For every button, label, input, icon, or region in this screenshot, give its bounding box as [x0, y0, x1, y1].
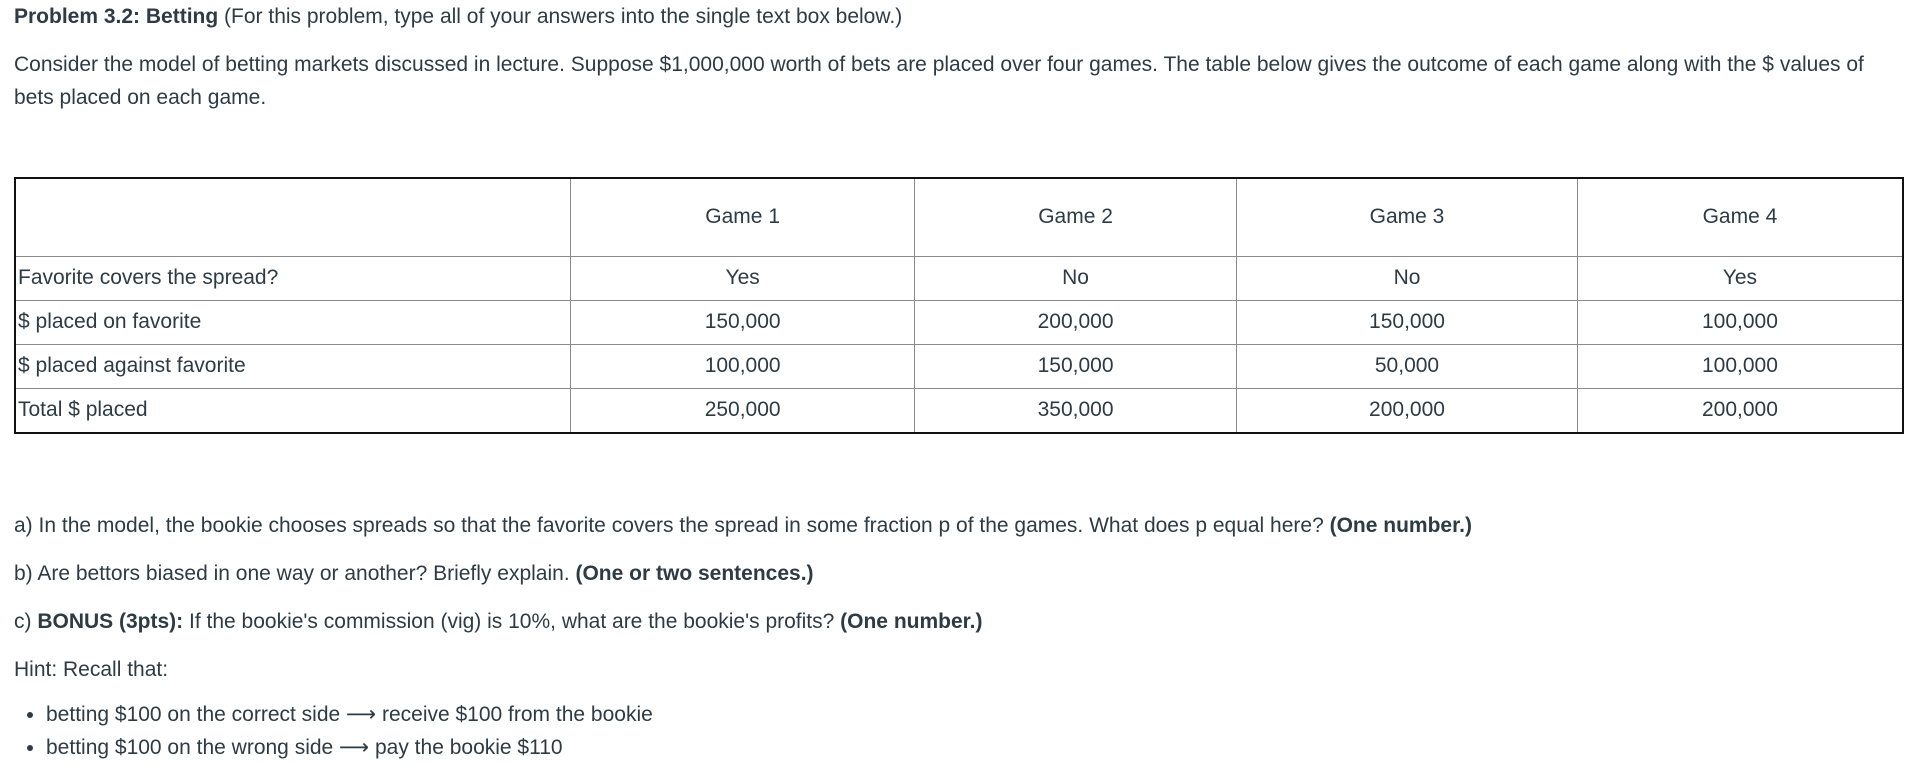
question-b-format: (One or two sentences.): [575, 562, 814, 585]
problem-title-instructions: (For this problem, type all of your answers into the single text box below.): [218, 5, 903, 28]
question-c-bonus: BONUS (3pts):: [37, 610, 184, 633]
table-cell: 350,000: [915, 389, 1237, 434]
table-cell: 150,000: [571, 301, 915, 345]
table-cell: 250,000: [571, 389, 915, 434]
hint-item: • betting $100 on the wrong side ⟶ pay the bookie $110: [46, 731, 1894, 764]
question-b: [14, 550, 1894, 598]
row-label: Total $ placed: [15, 389, 571, 434]
hint-intro: Hint: Recall that:: [14, 658, 169, 681]
table-header-cell: Game 3: [1237, 178, 1578, 257]
table-cell: 200,000: [1577, 389, 1903, 434]
table-cell: 50,000: [1237, 345, 1578, 389]
hint-item: • betting $100 on the correct side ⟶ receive $100 from the bookie: [46, 698, 1894, 731]
table-cell: 150,000: [915, 345, 1237, 389]
table-row: [15, 345, 1903, 389]
row-label: Favorite covers the spread?: [15, 257, 571, 301]
table-row: [15, 389, 1903, 434]
table-cell: 100,000: [1577, 301, 1903, 345]
table-cell: 100,000: [571, 345, 915, 389]
row-label: $ placed on favorite: [15, 301, 571, 345]
table-cell: Yes: [1577, 257, 1903, 301]
problem-title: [14, 2, 1908, 32]
table-cell: Yes: [571, 257, 915, 301]
table-cell: 200,000: [1237, 389, 1578, 434]
question-b-text: b) Are bettors biased in one way or another? Briefly explain.: [14, 562, 576, 585]
table-header-cell: Game 1: [571, 178, 915, 257]
table-cell: 150,000: [1237, 301, 1578, 345]
table-cell: 100,000: [1577, 345, 1903, 389]
question-c-format: (One number.): [840, 610, 983, 633]
questions-section: [14, 502, 1894, 764]
problem-title-bold: Problem 3.2: Betting: [14, 5, 219, 28]
question-c-prefix: c): [14, 610, 38, 633]
table-header-row: [15, 178, 1903, 257]
question-a-text: a) In the model, the bookie chooses spreads so that the favorite covers the spread in some fraction p of the games. What does p equal here?: [14, 514, 1330, 537]
question-c-text: If the bookie's commission (vig) is 10%, what are the bookie's profits?: [183, 610, 841, 633]
table-cell: No: [1237, 257, 1578, 301]
hint-list: [14, 698, 1894, 764]
question-a: [14, 502, 1894, 550]
table-cell: 200,000: [915, 301, 1237, 345]
table-header-cell: [15, 178, 571, 257]
table-cell: No: [915, 257, 1237, 301]
question-a-format: (One number.): [1329, 514, 1472, 537]
table-row: [15, 301, 1903, 345]
row-label: $ placed against favorite: [15, 345, 571, 389]
question-c: [14, 598, 1894, 646]
betting-table: [14, 177, 1904, 434]
table-header-cell: Game 4: [1577, 178, 1903, 257]
table-header-cell: Game 2: [915, 178, 1237, 257]
problem-intro: Consider the model of betting markets discussed in lecture. Suppose $1,000,000 worth of bets are placed over four games. The table below gives the outcome of each game along with the $ values of bets placed on each game.: [14, 53, 1864, 109]
problem-content: [14, 0, 1908, 759]
table-row: [15, 257, 1903, 301]
